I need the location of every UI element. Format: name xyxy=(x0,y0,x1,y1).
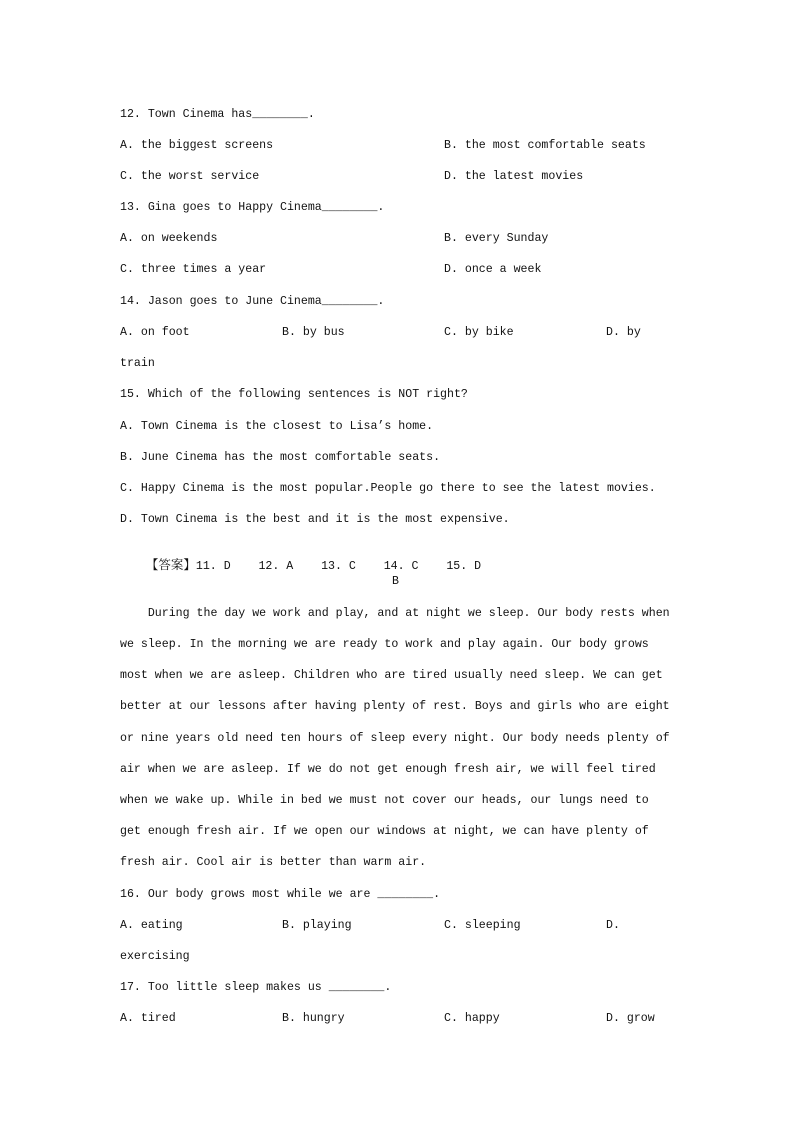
q16-option-d: D. xyxy=(606,919,620,932)
question-13-stem: 13. Gina goes to Happy Cinema________. xyxy=(120,201,385,214)
q17-option-b: B. hungry xyxy=(282,1012,345,1025)
q16-option-c: C. sleeping xyxy=(444,919,521,932)
answer-text: 11. D 12. A 13. C 14. C 15. D xyxy=(195,560,482,573)
q13-option-a: A. on weekends xyxy=(120,232,218,245)
q16-option-a: A. eating xyxy=(120,919,183,932)
q15-option-d: D. Town Cinema is the best and it is the most expensive. xyxy=(120,513,510,526)
answer-tag: 【答案】 xyxy=(145,557,196,572)
passage-line: air when we are asleep. If we do not get enough fresh air, we will feel tired xyxy=(120,763,656,776)
q15-option-a: A. Town Cinema is the closest to Lisa’s home. xyxy=(120,420,434,433)
q17-option-d: D. grow xyxy=(606,1012,655,1025)
q14-option-b: B. by bus xyxy=(282,326,345,339)
passage-line: we sleep. In the morning we are ready to work and play again. Our body grows xyxy=(120,638,649,651)
q15-option-c: C. Happy Cinema is the most popular.People go there to see the latest movies. xyxy=(120,482,656,495)
q16-option-b: B. playing xyxy=(282,919,352,932)
passage-line: better at our lessons after having plenty of rest. Boys and girls who are eight xyxy=(120,700,670,713)
passage-line: or nine years old need ten hours of sleep every night. Our body needs plenty of xyxy=(120,732,670,745)
q13-option-b: B. every Sunday xyxy=(444,232,549,245)
q17-option-c: C. happy xyxy=(444,1012,500,1025)
q13-option-d: D. once a week xyxy=(444,263,542,276)
question-12-stem: 12. Town Cinema has________. xyxy=(120,108,315,121)
section-heading: B xyxy=(392,575,399,588)
passage-line: During the day we work and play, and at night we sleep. Our body rests when xyxy=(120,607,670,620)
question-14-stem: 14. Jason goes to June Cinema________. xyxy=(120,295,385,308)
q13-option-c: C. three times a year xyxy=(120,263,267,276)
question-15-stem: 15. Which of the following sentences is NOT right? xyxy=(120,388,468,401)
q12-option-a: A. the biggest screens xyxy=(120,139,274,152)
q16-option-d-wrap: exercising xyxy=(120,950,190,963)
q17-option-a: A. tired xyxy=(120,1012,176,1025)
answer-line xyxy=(118,541,481,591)
passage-line: most when we are asleep. Children who are tired usually need sleep. We can get xyxy=(120,669,663,682)
q12-option-c: C. the worst service xyxy=(120,170,260,183)
q15-option-b: B. June Cinema has the most comfortable seats. xyxy=(120,451,441,464)
passage-line: get enough fresh air. If we open our windows at night, we can have plenty of xyxy=(120,825,649,838)
q12-option-d: D. the latest movies xyxy=(444,170,584,183)
passage-line: when we wake up. While in bed we must not cover our heads, our lungs need to xyxy=(120,794,649,807)
q14-option-a: A. on foot xyxy=(120,326,190,339)
question-16-stem: 16. Our body grows most while we are ________. xyxy=(120,888,441,901)
q14-option-c: C. by bike xyxy=(444,326,514,339)
q14-option-d-wrap: train xyxy=(120,357,155,370)
passage-line: fresh air. Cool air is better than warm air. xyxy=(120,856,427,869)
q12-option-b: B. the most comfortable seats xyxy=(444,139,646,152)
question-17-stem: 17. Too little sleep makes us ________. xyxy=(120,981,392,994)
q14-option-d: D. by xyxy=(606,326,641,339)
